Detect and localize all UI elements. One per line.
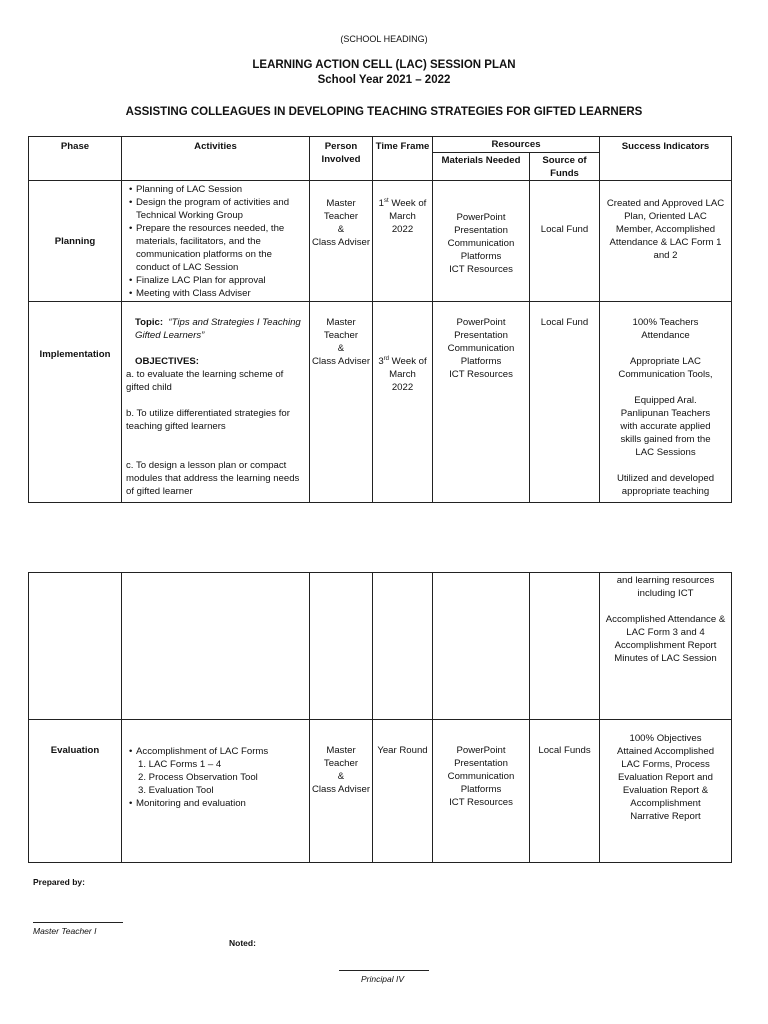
header-materials-needed: Materials Needed xyxy=(433,153,530,181)
header-resources: Resources xyxy=(433,137,600,153)
lac-plan-table-continued xyxy=(28,572,732,863)
evaluation-activity-list-2 xyxy=(126,797,306,810)
header-time-frame: Time Frame xyxy=(373,137,433,181)
material-item: Communication xyxy=(447,238,515,249)
list-item: 2. Process Observation Tool xyxy=(138,772,258,783)
planning-row xyxy=(29,181,732,302)
person-line: Teacher xyxy=(323,758,359,769)
material-item: ICT Resources xyxy=(449,264,513,275)
empty-cell xyxy=(29,573,122,720)
evaluation-activity-list xyxy=(126,745,306,758)
evaluation-row xyxy=(29,720,732,863)
header-phase: Phase xyxy=(29,137,122,181)
signature-line-principal xyxy=(339,970,429,971)
topic-label: Topic: xyxy=(135,317,164,328)
person-line: Master xyxy=(326,745,356,756)
document-subtitle: ASSISTING COLLEAGUES IN DEVELOPING TEACHING STRATEGIES FOR GIFTED LEARNERS xyxy=(125,106,643,118)
indicator-item: Equipped Aral. Panlipunan Teachers with accurate applied skills gained from the LAC Sessions xyxy=(620,395,711,458)
list-item: • Prepare the resources needed, the materials, facilitators, and the communication platforms on the conduct of LAC Session xyxy=(126,222,306,274)
planning-activity-list xyxy=(126,183,306,300)
time-year: 2022 xyxy=(391,224,414,235)
time-week: Week of xyxy=(389,356,427,367)
prepared-by-label: Prepared by: xyxy=(33,877,85,887)
time-ordinal: 1 xyxy=(378,198,384,209)
material-item: Presentation xyxy=(454,758,508,769)
planning-source-of-funds: Local Fund xyxy=(530,181,600,302)
time-month: March xyxy=(389,211,416,222)
implementation-row xyxy=(29,302,732,503)
person-line: Teacher xyxy=(323,330,359,341)
material-item: PowerPoint xyxy=(456,212,506,223)
empty-cell xyxy=(433,573,530,720)
implementation-time-frame xyxy=(373,302,433,503)
signature-line-master-teacher xyxy=(33,922,123,923)
list-item: • Finalize LAC Plan for approval xyxy=(126,274,306,287)
implementation-continued-row xyxy=(29,573,732,720)
material-item: ICT Resources xyxy=(449,369,513,380)
evaluation-person-involved xyxy=(310,720,373,863)
school-heading: (SCHOOL HEADING) xyxy=(340,34,428,44)
time-year: 2022 xyxy=(391,382,414,393)
time-month: March xyxy=(389,369,416,380)
material-item: Platforms xyxy=(460,784,502,795)
material-item: PowerPoint xyxy=(456,317,506,328)
person-line: & xyxy=(337,343,345,354)
list-item: 1. LAC Forms 1 – 4 xyxy=(138,759,222,770)
time-week: Week of xyxy=(388,198,427,209)
material-item: Platforms xyxy=(460,251,502,262)
topic xyxy=(126,316,306,342)
indicator-item: Utilized and developed appropriate teaching xyxy=(616,473,715,497)
phase-evaluation: Evaluation xyxy=(29,720,122,863)
material-item: Platforms xyxy=(460,356,502,367)
person-line: Master xyxy=(326,198,356,209)
material-item: PowerPoint xyxy=(456,745,506,756)
header-activities: Activities xyxy=(122,137,310,181)
evaluation-source-of-funds: Local Funds xyxy=(530,720,600,863)
topic-text: “Tips and Strategies I Teaching Gifted Learners” xyxy=(135,317,301,341)
planning-person-involved xyxy=(310,181,373,302)
header-source-of-funds: Source of Funds xyxy=(530,153,600,181)
list-item: • Meeting with Class Adviser xyxy=(126,287,306,300)
indicator-item: 100% Teachers Attendance xyxy=(632,317,699,341)
list-item: • Design the program of activities and Technical Working Group xyxy=(126,196,306,222)
lac-plan-table xyxy=(28,136,732,503)
implementation-source-of-funds: Local Fund xyxy=(530,302,600,503)
continued-success-indicators xyxy=(600,573,732,720)
person-line: Teacher xyxy=(323,211,359,222)
objective-a: a. to evaluate the learning scheme of gifted child xyxy=(126,369,284,393)
person-line: Master xyxy=(326,317,356,328)
material-item: Presentation xyxy=(454,225,508,236)
indicator-item: Accomplished Attendance & LAC Form 3 and 4 Accomplishment Report Minutes of LAC Session xyxy=(605,614,726,664)
planning-success-indicators: Created and Approved LAC Plan, Oriented LAC Member, Accomplished Attendance & LAC Form 1 and 2 xyxy=(600,181,732,302)
header-success-indicators: Success Indicators xyxy=(600,137,732,181)
objectives-label: OBJECTIVES: xyxy=(135,356,199,367)
time-line xyxy=(373,355,432,368)
time-line xyxy=(373,197,432,210)
empty-cell xyxy=(310,573,373,720)
phase-planning: Planning xyxy=(29,181,122,302)
material-item: Presentation xyxy=(454,330,508,341)
implementation-activities xyxy=(122,302,310,503)
school-year: School Year 2021 – 2022 xyxy=(317,74,451,86)
master-teacher-label: Master Teacher I xyxy=(33,926,97,936)
header-person-involved: Person Involved xyxy=(310,137,373,181)
planning-time-frame xyxy=(373,181,433,302)
empty-cell xyxy=(122,573,310,720)
time-ordinal-suffix: st xyxy=(383,197,389,204)
implementation-materials xyxy=(433,302,530,503)
evaluation-numbered-list xyxy=(126,758,306,797)
list-item: • Planning of LAC Session xyxy=(126,183,306,196)
evaluation-success-indicators: 100% Objectives Attained Accomplished LAC Forms, Process Evaluation Report and Evaluation Report & Accomplishment Narrative Report xyxy=(600,720,732,863)
empty-cell xyxy=(373,573,433,720)
planning-activities xyxy=(122,181,310,302)
list-item: 3. Evaluation Tool xyxy=(138,785,214,796)
indicator-item: and learning resources including ICT xyxy=(616,575,715,599)
person-line: Class Adviser xyxy=(311,356,371,367)
time-ordinal: 3 xyxy=(378,356,384,367)
evaluation-activities xyxy=(122,720,310,863)
implementation-success-indicators xyxy=(600,302,732,503)
material-item: ICT Resources xyxy=(449,797,513,808)
person-line: Class Adviser xyxy=(311,784,371,795)
time-ordinal-suffix: rd xyxy=(383,355,389,362)
indicator-item: Appropriate LAC Communication Tools, xyxy=(618,356,713,380)
principal-label: Principal IV xyxy=(361,974,404,984)
objective-c: c. To design a lesson plan or compact modules that address the learning needs of gifted learner xyxy=(126,460,300,497)
evaluation-materials xyxy=(433,720,530,863)
list-item: • Monitoring and evaluation xyxy=(126,797,306,810)
person-line: & xyxy=(337,224,345,235)
empty-cell xyxy=(530,573,600,720)
material-item: Communication xyxy=(447,343,515,354)
planning-materials xyxy=(433,181,530,302)
person-line: & xyxy=(337,771,345,782)
document-title: LEARNING ACTION CELL (LAC) SESSION PLAN xyxy=(252,59,516,71)
evaluation-time-frame: Year Round xyxy=(373,720,433,863)
material-item: Communication xyxy=(447,771,515,782)
person-line: Class Adviser xyxy=(311,237,371,248)
noted-label: Noted: xyxy=(229,938,256,948)
objective-b: b. To utilize differentiated strategies for teaching gifted learners xyxy=(126,408,290,432)
implementation-person-involved xyxy=(310,302,373,503)
list-item: • Accomplishment of LAC Forms xyxy=(126,745,306,758)
phase-implementation: Implementation xyxy=(29,302,122,503)
